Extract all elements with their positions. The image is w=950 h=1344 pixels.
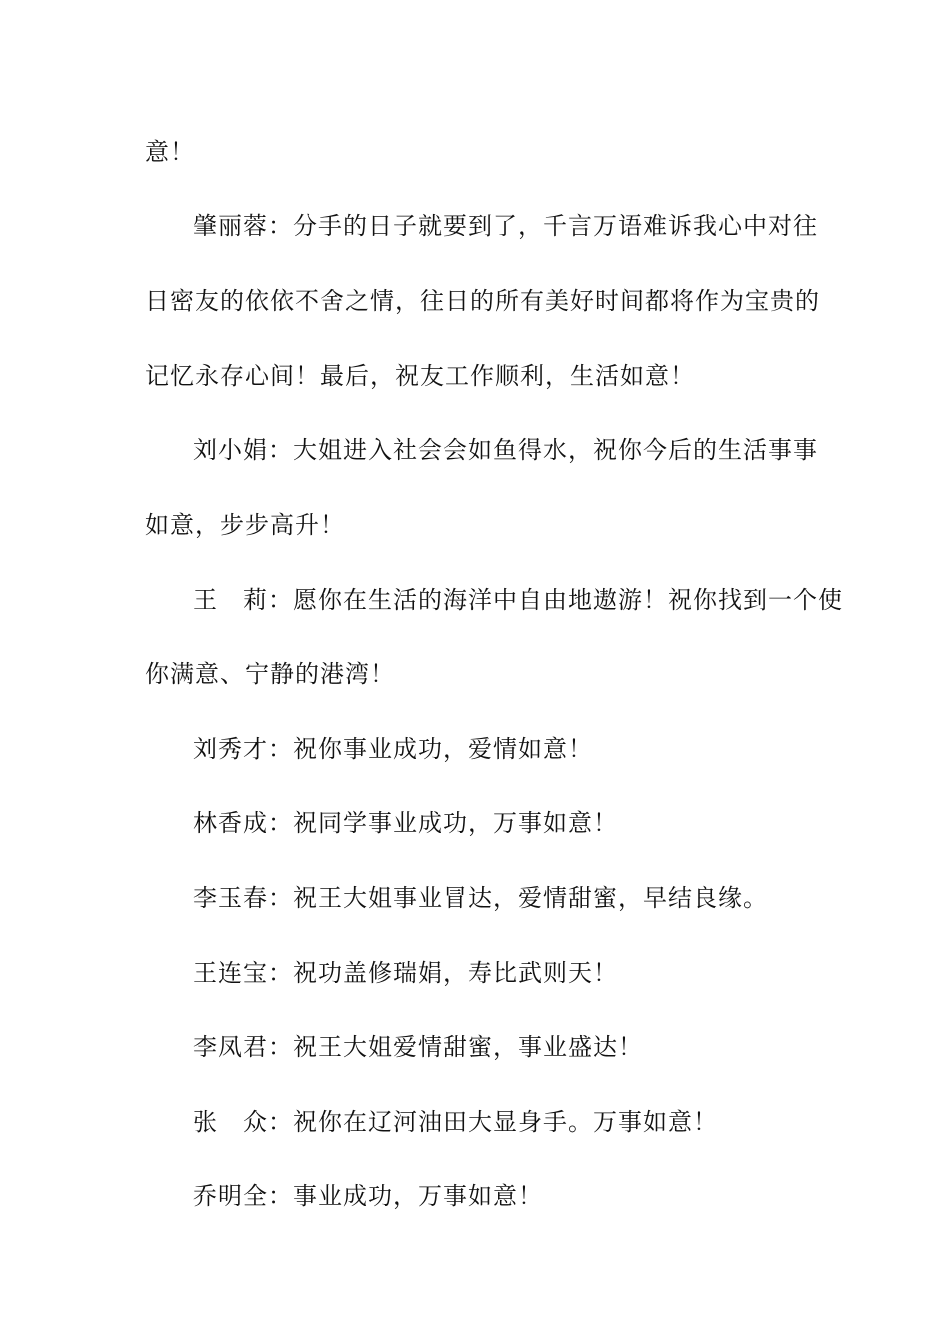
text-line: 李凤君：祝王大姐爱情甜蜜，事业盛达！ [193, 1033, 643, 1061]
text-line: 李玉春：祝王大姐事业冒达，爱情甜蜜，早结良缘。 [193, 884, 768, 912]
text-line: 意！ [145, 138, 195, 166]
text-line: 你满意、宁静的港湾！ [145, 660, 395, 688]
text-line: 林香成：祝同学事业成功，万事如意！ [193, 809, 618, 837]
text-line: 日密友的依依不舍之情，往日的所有美好时间都将作为宝贵的 [145, 287, 820, 315]
text-line: 刘秀才：祝你事业成功，爱情如意！ [193, 735, 593, 763]
text-line: 王 莉：愿你在生活的海洋中自由地遨游！祝你找到一个使 [193, 586, 843, 614]
text-line: 刘小娟：大姐进入社会会如鱼得水，祝你今后的生活事事 [193, 436, 818, 464]
text-line: 记忆永存心间！最后，祝友工作顺利，生活如意！ [145, 362, 695, 390]
text-line: 如意，步步高升！ [145, 511, 345, 539]
text-line: 王连宝：祝功盖修瑞娟，寿比武则天！ [193, 959, 618, 987]
text-line: 乔明全：事业成功，万事如意！ [193, 1182, 543, 1210]
text-line: 张 众：祝你在辽河油田大显身手。万事如意！ [193, 1108, 718, 1136]
text-line: 肇丽蓉：分手的日子就要到了，千言万语难诉我心中对往 [193, 212, 818, 240]
